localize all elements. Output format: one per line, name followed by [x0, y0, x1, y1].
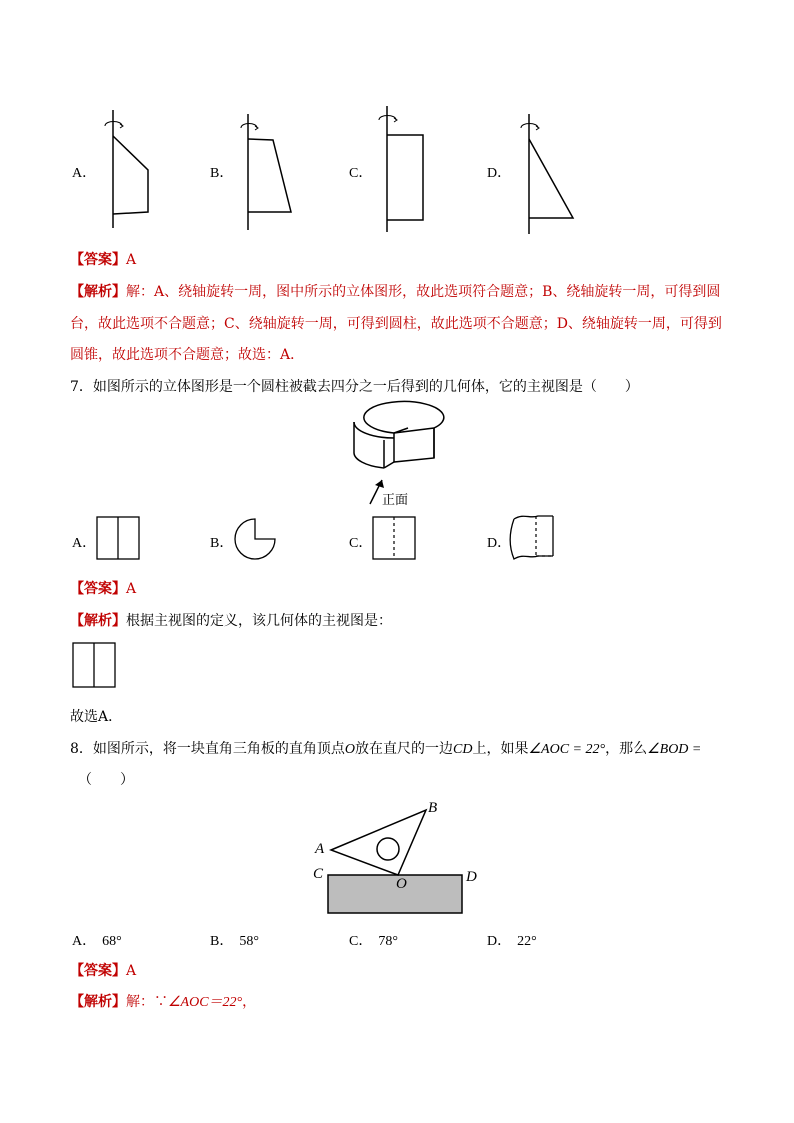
q6-figure-d [518, 112, 578, 234]
label-d: D [466, 869, 477, 885]
q7-question: 7．如图所示的立体图形是一个圆柱被截去四分之一后得到的几何体，它的主视图是（ ） [70, 379, 639, 395]
q8-answer [70, 962, 136, 980]
q8-question: 8．如图所示，将一块直角三角板的直角顶点O放在直尺的一边CD上，如果∠AOC = 22°，那么∠BOD = [70, 741, 702, 757]
answer-tag: 【答案】 [70, 581, 126, 597]
q6-figure-a [100, 108, 160, 230]
q6-option-b-label: B． [210, 166, 234, 181]
q6-option-d-label: D． [487, 166, 512, 181]
q7-option-a-label: A． [72, 536, 97, 551]
q7-option-d-label: D． [487, 536, 512, 551]
q8-figure [310, 798, 490, 918]
q8-analysis: 【解析】解：∵∠AOC＝22°， [70, 994, 257, 1010]
answer-tag: 【答案】 [70, 963, 126, 979]
q6-option-a-label: A． [72, 166, 97, 181]
q6-analysis-line-1: 【解析】解：A、绕轴旋转一周，图中所示的立体图形，故此选项符合题意；B、绕轴旋转一周，可得到圆 [70, 284, 721, 300]
answer-tag: 【答案】 [70, 252, 126, 268]
segment-cd: CD [453, 742, 473, 757]
q7-analysis-figure [72, 642, 116, 688]
q7-option-b-label: B． [210, 536, 234, 551]
q7-analysis: 【解析】根据主视图的定义，该几何体的主视图是： [70, 613, 392, 629]
q7-option-b-figure [232, 516, 278, 562]
front-view-label: 正面 [382, 493, 409, 508]
q6-figure-b [237, 112, 297, 232]
q7-option-c-figure [372, 516, 416, 560]
point-o: O [344, 742, 356, 757]
answer-value: A [126, 252, 137, 268]
analysis-tag: 【解析】 [70, 613, 126, 629]
label-c: C [313, 866, 324, 882]
q6-analysis-line-3: 圆锥，故此选项不合题意；故选：A． [70, 347, 305, 363]
q6-answer [70, 251, 136, 269]
q7-conclusion: 故选A． [70, 709, 123, 725]
q7-answer [70, 580, 136, 598]
q6-figure-c [376, 104, 436, 232]
answer-value: A [126, 963, 137, 979]
q8-question-bracket: （ ） [78, 772, 134, 788]
angle-given: ∠AOC = 22° [528, 742, 606, 757]
q7-option-d-figure [508, 511, 558, 565]
analysis-tag: 【解析】 [70, 994, 126, 1010]
answer-value: A [126, 581, 137, 597]
analysis-tag: 【解析】 [70, 284, 126, 300]
q8-option-a: A． 68° [72, 934, 122, 949]
q7-option-a-figure [96, 516, 140, 560]
q6-option-c-label: C． [349, 166, 373, 181]
q8-option-b: B． 58° [210, 934, 259, 949]
q7-option-c-label: C． [349, 536, 373, 551]
q8-option-d: D． 22° [487, 934, 537, 949]
label-b: B [428, 800, 438, 816]
q8-option-c: C． 78° [349, 934, 398, 949]
q6-analysis-line-2: 台，故此选项不合题意；C、绕轴旋转一周，可得到圆柱，故此选项不合题意；D、绕轴旋转一周，可得到 [70, 316, 722, 332]
label-o: O [396, 876, 407, 892]
angle-asked: ∠BOD = [647, 742, 702, 757]
label-a: A [315, 841, 325, 857]
